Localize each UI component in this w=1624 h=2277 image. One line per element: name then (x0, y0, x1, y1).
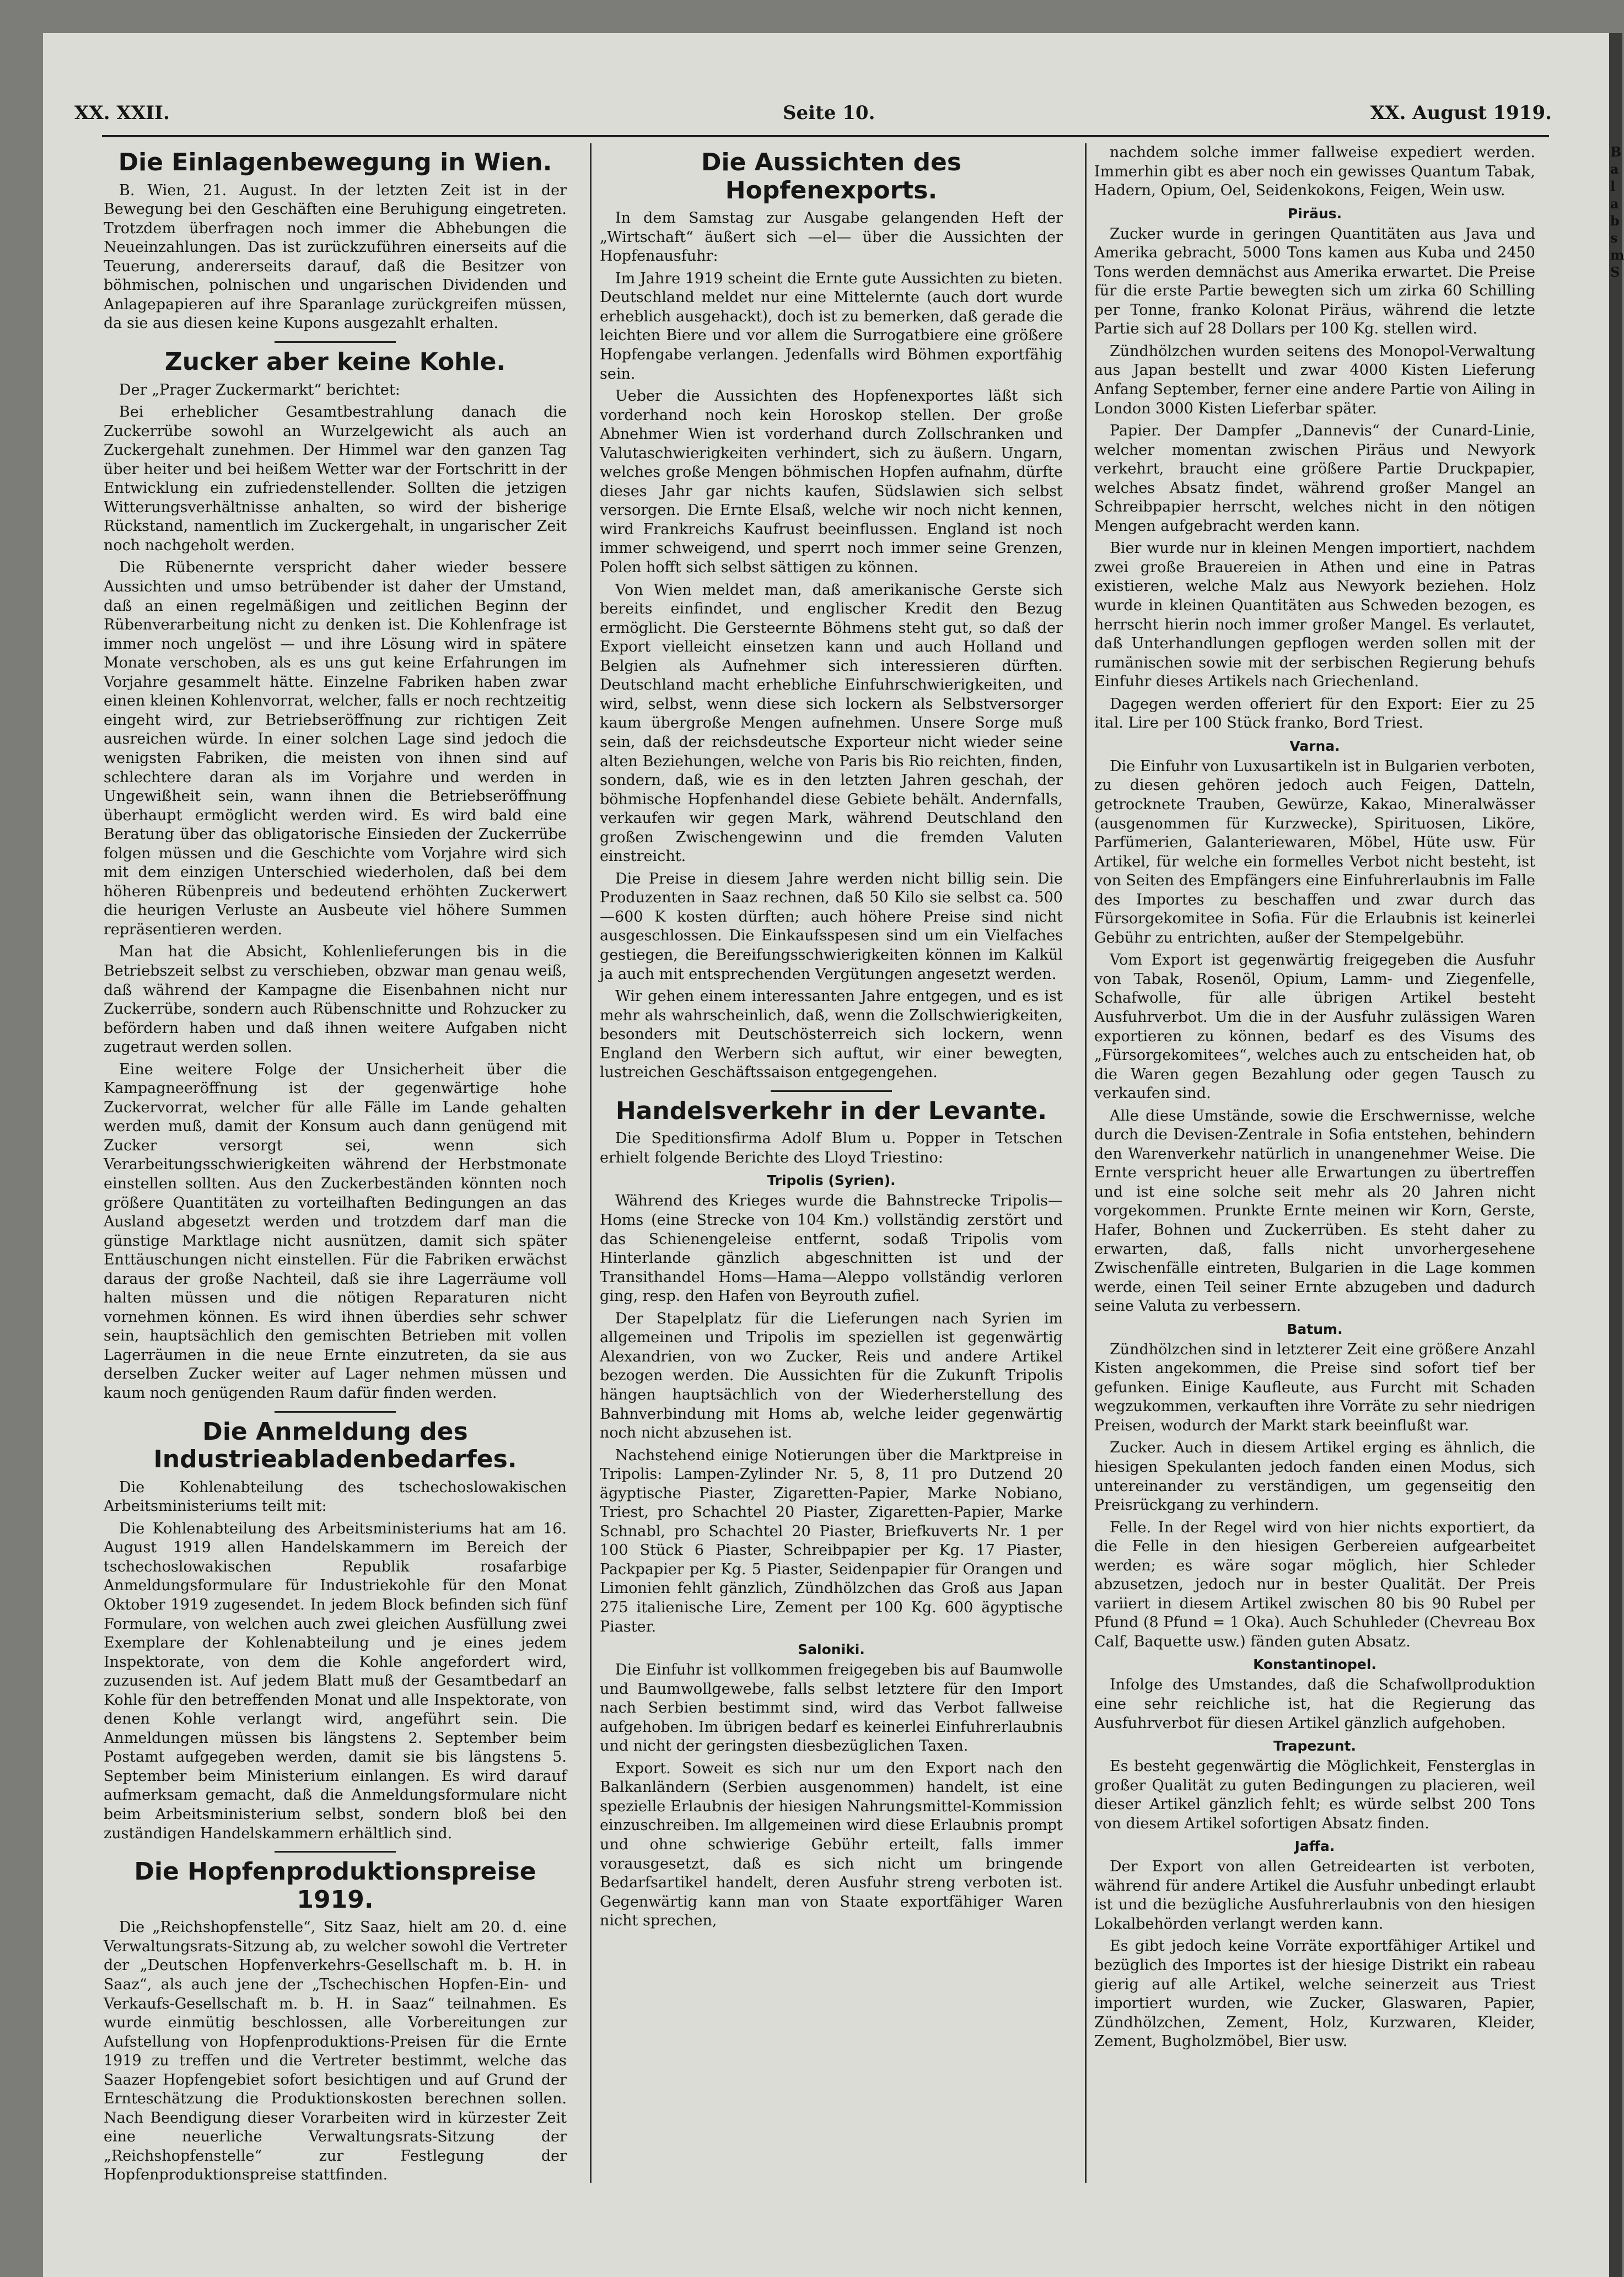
issue-date: XX. August 1919. (1370, 102, 1552, 124)
column-1 (104, 143, 567, 2238)
article-paragraph: Nachstehend einige Notierungen über die Marktpreise in Tripolis: Lampen-Zylinder Nr. 5, 8, 11 pro Dutzend 20 ägyptische Piaster, Zigaretten-Papier, Marke Nobiano, Triest, pro Schachtel 20 Piaster, Zigaretten-Papier, Marke Schnabl, pro Schachtel 20 Piaster, Briefkuverts Nr. 1 per 100 Stück 6 Piaster, Schreibpapier per Kg. 17 Piaster, Packpapier per Kg. 5 Piaster, Seidenpapier für Orangen und Limonien fehlt gänzlich, Zündhölzchen das Groß aus Japan 275 italienische Lire, Zement per 100 Kg. 600 ägyptische Piaster. (600, 1446, 1063, 1635)
header-rule (102, 135, 1549, 137)
issue-number: XX. XXII. (74, 102, 170, 124)
column-2 (600, 143, 1063, 2238)
page-header (74, 102, 1552, 135)
article-paragraph: Während des Krieges wurde die Bahnstrecke Tripolis—Homs (eine Strecke von 104 Km.) vollständig zerstört und das Schienengeleise entfernt, sodaß Tripolis vom Hinterlande gänzlich abgeschnitten ist und der Transithandel Homs—Hama—Aleppo vollständig verloren ging, resp. den Hafen von Beyrouth zufiel. (600, 1192, 1063, 1305)
article-paragraph: Die Rübenernte verspricht daher wieder bessere Aussichten und umso betrübender ist daher der Umstand, daß an einen regelmäßigen und zeitlichen Beginn der Rübenverarbeitung nicht zu denken ist. Die Kohlenfrage ist immer noch ungelöst — und ihre Lösung wird in spätere Monate verschoben, als es uns gut keine Erfahrungen im Vorjahre gesammelt hätte. Einzelne Fabriken haben zwar einen kleinen Kohlenvorrat, welcher, falls er noch rechtzeitig eingeht wird, zur Betriebseröffnung zur richtigen Zeit ausreichen würde. In einer solchen Lage sind jedoch die wenigsten Fabriken, die meisten von ihnen sind auf schlechtere daran als im Vorjahre und werden in Ungewißheit sein, wann ihnen die Betriebseröffnung überhaupt ermöglicht werden wird. Es wird bald eine Beratung über das obligatorische Einsieden der Zuckerrübe folgen müssen und die Geschichte vom Vorjahre wird sich mit dem einzigen Unterschied wiederholen, daß bei dem höheren Rübenpreis und bedeutend erhöhten Zuckerwert die heurigen Verluste an Ausbeute viel höhere Summen repräsentieren werden. (104, 559, 567, 938)
article-paragraph: Es besteht gegenwärtig die Möglichkeit, Fensterglas in großer Qualität zu guten Bedingungen zu placieren, weil dieser Artikel gänzlich fehlt; es würde selbst 200 Tons von diesem Artikel sofortigen Absatz finden. (1094, 1758, 1535, 1832)
article-paragraph: Man hat die Absicht, Kohlenlieferungen bis in die Betriebszeit selbst zu verschieben, obzwar man genau weiß, daß während der Kampagne die Eisenbahnen nicht nur Zuckerrübe, sondern auch Rübenschnitte und Rohzucker zu befördern haben und daß ihnen weitere Aufgaben nicht zugetraut werden sollen. (104, 943, 567, 1056)
section-separator (275, 1851, 396, 1853)
article-paragraph: Infolge des Umstandes, daß die Schafwollproduktion eine sehr reichliche ist, hat die Regierung das Ausfuhrverbot für diesen Artikel gänzlich aufgehoben. (1094, 1676, 1535, 1732)
article-paragraph: Die Einfuhr ist vollkommen freigegeben bis auf Baumwolle und Baumwollgewebe, falls selbst letztere für den Import nach Serbien bestimmt sind, wird das Verbot fallweise aufgehoben. Im übrigen bedarf es keinerlei Einfuhrerlaubnis und nicht der geringsten diesbezüglichen Taxen. (600, 1661, 1063, 1755)
section-subheading: Tripolis (Syrien). (767, 1172, 896, 1189)
adjacent-page-edge (1609, 33, 1622, 2277)
article-paragraph: Es gibt jedoch keine Vorräte exportfähiger Artikel und bezüglich des Importes ist der hiesige Distrikt ein rabeau gierig auf alle Artikel, welche seinerzeit aus Triest importiert wurden, wie Zucker, Glaswaren, Papier, Zündhölzchen, Zement, Holz, Kurzwaren, Kleider, Zement, Bugholzmöbel, Bier usw. (1094, 1937, 1535, 2050)
article-paragraph: Eine weitere Folge der Unsicherheit über die Kampagneeröffnung ist der gegenwärtige hohe Zuckervorrat, welcher für alle Fälle im Lande gehalten werden muß, damit der Konsum auch dann genügend mit Zucker versorgt sei, wenn sich Verarbeitungsschwierigkeiten während der Herbstmonate einstellen sollten. Aus den Zuckerbeständen könnten noch größere Quantitäten zu vorteilhaften Bedingungen an das Ausland abgesetzt werden und trotzdem darf man die günstige Marktlage nicht ausnützen, damit sich später Enttäuschungen nicht einstellen. Für die Fabriken erwächst daraus der große Nachteil, daß sie ihre Lagerräume voll halten müssen und die nötigen Reparaturen nicht vornehmen können. Es wird ihnen überdies sehr schwer sein, hauptsächlich den gemischten Betrieben mit vollen Lagerräumen in die neue Ernte einzutreten, da sie aus derselben Zucker weiter auf Lager nehmen müssen und kaum noch genügenden Raum dafür finden werden. (104, 1061, 567, 1402)
section-subheading: Batum. (1287, 1321, 1343, 1337)
article-paragraph: Wir gehen einem interessanten Jahre entgegen, und es ist mehr als wahrscheinlich, daß, wenn die Zollschwierigkeiten, besonders mit Deutschösterreich sich lockern, wenn England den Werbern sich auftut, wir einer bewegten, lustreichen Geschäftssaison entgegengehen. (600, 988, 1063, 1081)
article-paragraph: Bier wurde nur in kleinen Mengen importiert, nachdem zwei große Brauereien in Athen und eine in Patras existieren, welche Malz aus Newyork beziehen. Holz wurde in kleinen Quantitäten aus Schweden bezogen, es herrscht hierin noch immer großer Mangel. Es verlautet, daß Unterhandlungen gepflogen werden sollen mit der rumänischen sowie mit der serbischen Regierung behufs Einfuhr dieses Artikels nach Griechenland. (1094, 540, 1535, 691)
article-headline: Die Aussichten des Hopfenexports. (701, 148, 962, 204)
section-separator (275, 341, 396, 343)
article-paragraph: Zucker. Auch in diesem Artikel erging es ähnlich, die hiesigen Spekulanten jedoch fanden einen Modus, sich untereinander zu verständigen, um gegenseitig den Preisrückgang zu verhindern. (1094, 1439, 1535, 1514)
article-paragraph: Vom Export ist gegenwärtig freigegeben die Ausfuhr von Tabak, Rosenöl, Opium, Lamm- und Ziegenfelle, Schafwolle, für alle übrigen Artikel besteht Ausfuhrverbot. Um die in der Ausfuhr zulässigen Waren exportieren zu können, bedarf es des Visums des „Fürsorgekomitees“, welches auch zu entscheiden hat, ob die Waren gegen Bezahlung oder gegen Tausch zu verkaufen sind. (1094, 951, 1535, 1102)
article-paragraph: Im Jahre 1919 scheint die Ernte gute Aussichten zu bieten. Deutschland meldet nur eine Mittelernte (auch dort wurde erheblich ausgehackt), doch ist zu bemerken, daß gerade die leichten Biere und vor allem die Surrogatbiere eine größere Hopfengabe verlangen. Jedenfalls wird Böhmen exportfähig sein. (600, 270, 1063, 383)
article-paragraph: Ueber die Aussichten des Hopfenexportes läßt sich vorderhand noch kein Horoskop stellen. Der große Abnehmer Wien ist vorderhand durch Zollschranken und Valutaschwierigkeiten verhindert, sich zu äußern. Ungarn, welches große Mengen böhmischen Hopfen aufnahm, dürfte dieses Jahr gar nichts kaufen, Südslawien sich selbst versorgen. Die Ernte Elsaß, welche wir noch nicht kennen, wird Frankreichs Kaufrust beeinflussen. England ist noch immer schweigend, und sperrt noch immer seine Grenzen, Polen hofft sich selbst sättigen zu können. (600, 387, 1063, 577)
article-paragraph: B. Wien, 21. August. In der letzten Zeit ist in der Bewegung bei den Geschäften eine Beruhigung eingetreten. Trotzdem überfragen noch immer die Abhebungen die Neueinzahlungen. Das ist zurückzuführen einerseits auf die Teuerung, andererseits darauf, daß die Besitzer von böhmischen, polnischen und ungarischen Dividenden und Anlagepapieren auf ihre Sparanlage zurückgreifen müssen, da sie aus diesen keine Kupons ausgezahlt erhalten. (104, 181, 567, 332)
article-paragraph: Zündhölzchen wurden seitens des Monopol-Verwaltung aus Japan bestellt und zwar 4000 Kisten Lieferung Anfang September, ferner eine andere Partie von Ailing in London 3000 Kisten Lieferbar später. (1094, 342, 1535, 417)
article-paragraph: Die Einfuhr von Luxusartikeln ist in Bulgarien verboten, zu diesen gehören jedoch auch Feigen, Datteln, getrocknete Trauben, Gewürze, Kakao, Mineralwässer (ausgenommen für Kurzwecke), Spirituosen, Liköre, Parfümerien, Galanteriewaren, Möbel, Hüte usw. Für Artikel, für welche ein formelles Verbot nicht besteht, ist von Seiten des Empfängers eine Einfuhrerlaubnis im Falle des Importes zu beschaffen und zwar durch das Fürsorgekomitee in Sofia. Für die Erlaubnis ist keinerlei Gebühr zu entrichten, außer der Stempelgebühr. (1094, 757, 1535, 946)
article-paragraph: Zündhölzchen sind in letzterer Zeit eine größere Anzahl Kisten angekommen, die Preise sind sofort tief ber gefunken. Einige Kaufleute, aus Furcht mit Schaden wegzukommen, verkauften ihre Vorräte zu sehr niedrigen Preisen, wodurch der Markt stark beeinflußt war. (1094, 1341, 1535, 1434)
article-paragraph: Export. Soweit es sich nur um den Export nach den Balkanländern (Serbien ausgenommen) handelt, ist eine spezielle Erlaubnis der hiesigen Nahrungsmittel-Kommission einzuschreiben. Im allgemeinen wird diese Erlaubnis prompt und ohne schwierige Gebühr erteilt, falls immer vorausgesetzt, daß es sich nicht um bringende Bedarfsartikel handelt, deren Ausfuhr streng verboten ist. Gegenwärtig kann man von Staate exportfähiger Waren nicht sprechen, (600, 1759, 1063, 1930)
article-paragraph: Die „Reichshopfenstelle“, Sitz Saaz, hielt am 20. d. eine Verwaltungsrats-Sitzung ab, zu welcher sowohl die Vertreter der „Deutschen Hopfenverkehrs-Gesellschaft m. b. H. in Saaz“, als auch jene der „Tschechischen Hopfen-Ein- und Verkaufs-Gesellschaft m. b. H. in Saaz“ teilnahmen. Es wurde einmütig beschlossen, alle Vorbereitungen zur Aufstellung von Hopfenproduktions-Preisen für die Ernte 1919 zu treffen und die Vertreter bestimmt, welche das Saazer Hopfengebiet sofort besichtigen und auf Grund der Ernteschätzung die Produktionskosten berechnen sollen. Nach Beendigung dieser Vorarbeiten wird in kürzester Zeit eine neuerliche Verwaltungsrats-Sitzung der „Reichshopfenstelle“ zur Festlegung der Hopfenproduktionspreise stattfinden. (104, 1919, 567, 2184)
article-headline: Zucker aber keine Kohle. (164, 347, 506, 376)
article-headline: Die Hopfenproduktionspreise 1919. (134, 1858, 536, 1914)
article-paragraph: nachdem solche immer fallweise expediert werden. Immerhin gibt es aber noch ein gewisses Quantum Tabak, Hadern, Opium, Oel, Seidenkokons, Feigen, Wein usw. (1094, 144, 1535, 200)
section-subheading: Piräus. (1287, 205, 1342, 222)
page-number: Seite 10. (783, 102, 875, 124)
article-paragraph: Dagegen werden offeriert für den Export: Eier zu 25 ital. Lire per 100 Stück franko, Bord Triest. (1094, 695, 1535, 732)
article-paragraph: Die Speditionsfirma Adolf Blum u. Popper in Tetschen erhielt folgende Berichte des Lloyd Triestino: (600, 1130, 1063, 1166)
article-paragraph: In dem Samstag zur Ausgabe gelangenden Heft der „Wirtschaft“ äußert sich —el— über die Aussichten der Hopfenausfuhr: (600, 209, 1063, 265)
article-headline: Handelsverkehr in der Levante. (615, 1096, 1047, 1125)
edge-letters: B a l a b s m S (1610, 144, 1624, 281)
article-paragraph: Der „Prager Zuckermarkt“ berichtet: (119, 381, 400, 399)
column-divider-2 (1085, 143, 1087, 2183)
article-paragraph: Von Wien meldet man, daß amerikanische Gerste sich bereits einfindet, und englischer Kredit den Bezug ermöglicht. Die Gersteernte Böhmens steht gut, so daß der Export vielleicht einsetzen kann und auch Holland und Belgien als Aufnehmer sich interessieren dürften. Deutschland macht erhebliche Einfuhrschwierigkeiten, und wird, selbst, wenn diese sich lockern als Selbstversorger kaum übergroße Mengen aufnehmen. Unsere Sorge muß sein, daß der reichsdeutsche Exporteur nicht wieder seine alten Beziehungen, welche von Paris bis Rio reichten, finden, sondern, daß, wie es in den letzten Jahren geschah, der böhmische Hopfenhandel diese Gebiete behält. Andernfalls, verkaufen wir gegen Mark, während Deutschland den großen Zwischengewinn und die fremden Valuten einstreicht. (600, 581, 1063, 865)
article-paragraph: Felle. In der Regel wird von hier nichts exportiert, da die Felle in den hiesigen Gerbereien aufgearbeitet werden; es wäre sogar möglich, hier Schleder abzusetzen, jedoch nur in bester Qualität. Der Preis variiert in diesem Artikel zwischen 80 bis 90 Rubel per Pfund (8 Pfund = 1 Oka). Auch Schuhleder (Chevreau Box Calf, Baquette usw.) fänden guten Absatz. (1094, 1519, 1535, 1650)
article-paragraph: Die Kohlenabteilung des Arbeitsministeriums hat am 16. August 1919 allen Handelskammern im Bereich der tschechoslowakischen Republik rosafarbige Anmeldungsformulare für Industriekohle für den Monat Oktober 1919 zugesendet. In jedem Block befinden sich fünf Formulare, von welchen auch zwei gleichen Ausfüllung zwei Exemplare der Kohlenabteilung und je eines jedem Inspektorate, von dem die Kohle angefordert wird, zuzusenden ist. Auf jedem Blatt muß der Gesamtbedarf an Kohle für den betreffenden Monat und alle Inspektorate, von denen Kohle verlangt wird, angeführt sein. Die Anmeldungen müssen bis längstens 2. September beim Postamt aufgegeben werden, damit sie bis längstens 5. September beim Ministerium einlangen. Es wird darauf aufmerksam gemacht, daß die Anmeldungsformulare nicht beim Arbeitsministerium selbst, sondern bloß bei den zuständigen Handelskammern erhältlich sind. (104, 1520, 567, 1842)
article-paragraph: Die Kohlenabteilung des tschechoslowakischen Arbeitsministeriums teilt mit: (104, 1478, 567, 1515)
article-paragraph: Der Stapelplatz für die Lieferungen nach Syrien im allgemeinen und Tripolis im speziellen ist gegenwärtig Alexandrien, von wo Zucker, Reis und andere Artikel bezogen werden. Die Aussichten für die Zukunft Tripolis hängen hauptsächlich von der Wiederherstellung des Bahnverbindung mit Homs ab, welche leider gegenwärtig noch nicht abzusehen ist. (600, 1310, 1063, 1442)
section-subheading: Saloniki. (798, 1641, 865, 1658)
article-paragraph: Alle diese Umstände, sowie die Erschwernisse, welche durch die Devisen-Zentrale in Sofia entstehen, behindern den Warenverkehr natürlich in unangenehmer Weise. Die Ernte verspricht heuer alle Erwartungen zu übertreffen und ist eine solche seit mehr als 20 Jahren nicht vorgekommen. Prunkte Ernte meinen wir Korn, Gerste, Hafer, Bohnen und Zuckerrüben. Es steht daher zu erwarten, daß, falls nicht unvorhergesehene Zwischenfälle eintreten, Bulgarien in die Lage kommen werde, einen Teil seiner Ernte abzugeben und dadurch seine Valuta zu verbessern. (1094, 1107, 1535, 1315)
article-paragraph: Die Preise in diesem Jahre werden nicht billig sein. Die Produzenten in Saaz rechnen, daß 50 Kilo sie selbst ca. 500—600 K kosten dürften; auch höhere Preise sind nicht ausgeschlossen. Die Einkaufsspesen sind um ein Vielfaches gestiegen, die Bereifungsschwierigkeiten können im Kalkül ja auch mit entsprechenden Vergütungen angesetzt werden. (600, 870, 1063, 983)
column-3 (1094, 143, 1535, 2238)
article-paragraph: Der Export von allen Getreidearten ist verboten, während für andere Artikel die Ausfuhr unbedingt erlaubt ist und die bezügliche Ausfuhrerlaubnis von den hiesigen Lokalbehörden verlangt werden kann. (1094, 1858, 1535, 1933)
article-headline: Die Anmeldung des Industrieabladenbedarfes. (153, 1417, 517, 1474)
section-subheading: Konstantinopel. (1253, 1656, 1376, 1673)
section-subheading: Jaffa. (1294, 1838, 1335, 1855)
section-subheading: Trapezunt. (1273, 1738, 1356, 1754)
column-divider-1 (590, 143, 591, 2183)
article-paragraph: Bei erheblicher Gesamtbestrahlung danach die Zuckerrübe sowohl an Wurzelgewicht als auch an Zuckergehalt zunehmen. Der Himmel war den ganzen Tag über heiter und bei heißem Wetter war der Fortschritt in der Entwicklung ein zufriedenstellender. Sollten die jetzigen Witterungsverhältnisse anhalten, so wird der bisherige Rückstand, namentlich im Zuckergehalt, in ungarischer Zeit noch nachgeholt werden. (104, 403, 567, 554)
article-headline: Die Einlagenbewegung in Wien. (118, 148, 552, 176)
section-subheading: Varna. (1289, 738, 1340, 754)
article-paragraph: Zucker wurde in geringen Quantitäten aus Java und Amerika gebracht, 5000 Tons kamen aus Kuba und 2450 Tons werden demnächst aus Amerika erwartet. Die Preise für die erste Partie bewegten sich um zirka 60 Schilling per Tonne, franko Kolonat Piräus, während die letzte Partie sich auf 28 Dollars per 100 Kg. stellen wird. (1094, 225, 1535, 338)
article-paragraph: Papier. Der Dampfer „Dannevis“ der Cunard-Linie, welcher momentan zwischen Piräus und Newyork verkehrt, braucht eine größere Partie Druckpapier, welches Absatz findet, während großer Mangel an Schreibpapier herrscht, welches nicht in den nötigen Mengen aufgebracht werden kann. (1094, 422, 1535, 535)
section-separator (275, 1411, 396, 1413)
section-separator (771, 1090, 892, 1092)
